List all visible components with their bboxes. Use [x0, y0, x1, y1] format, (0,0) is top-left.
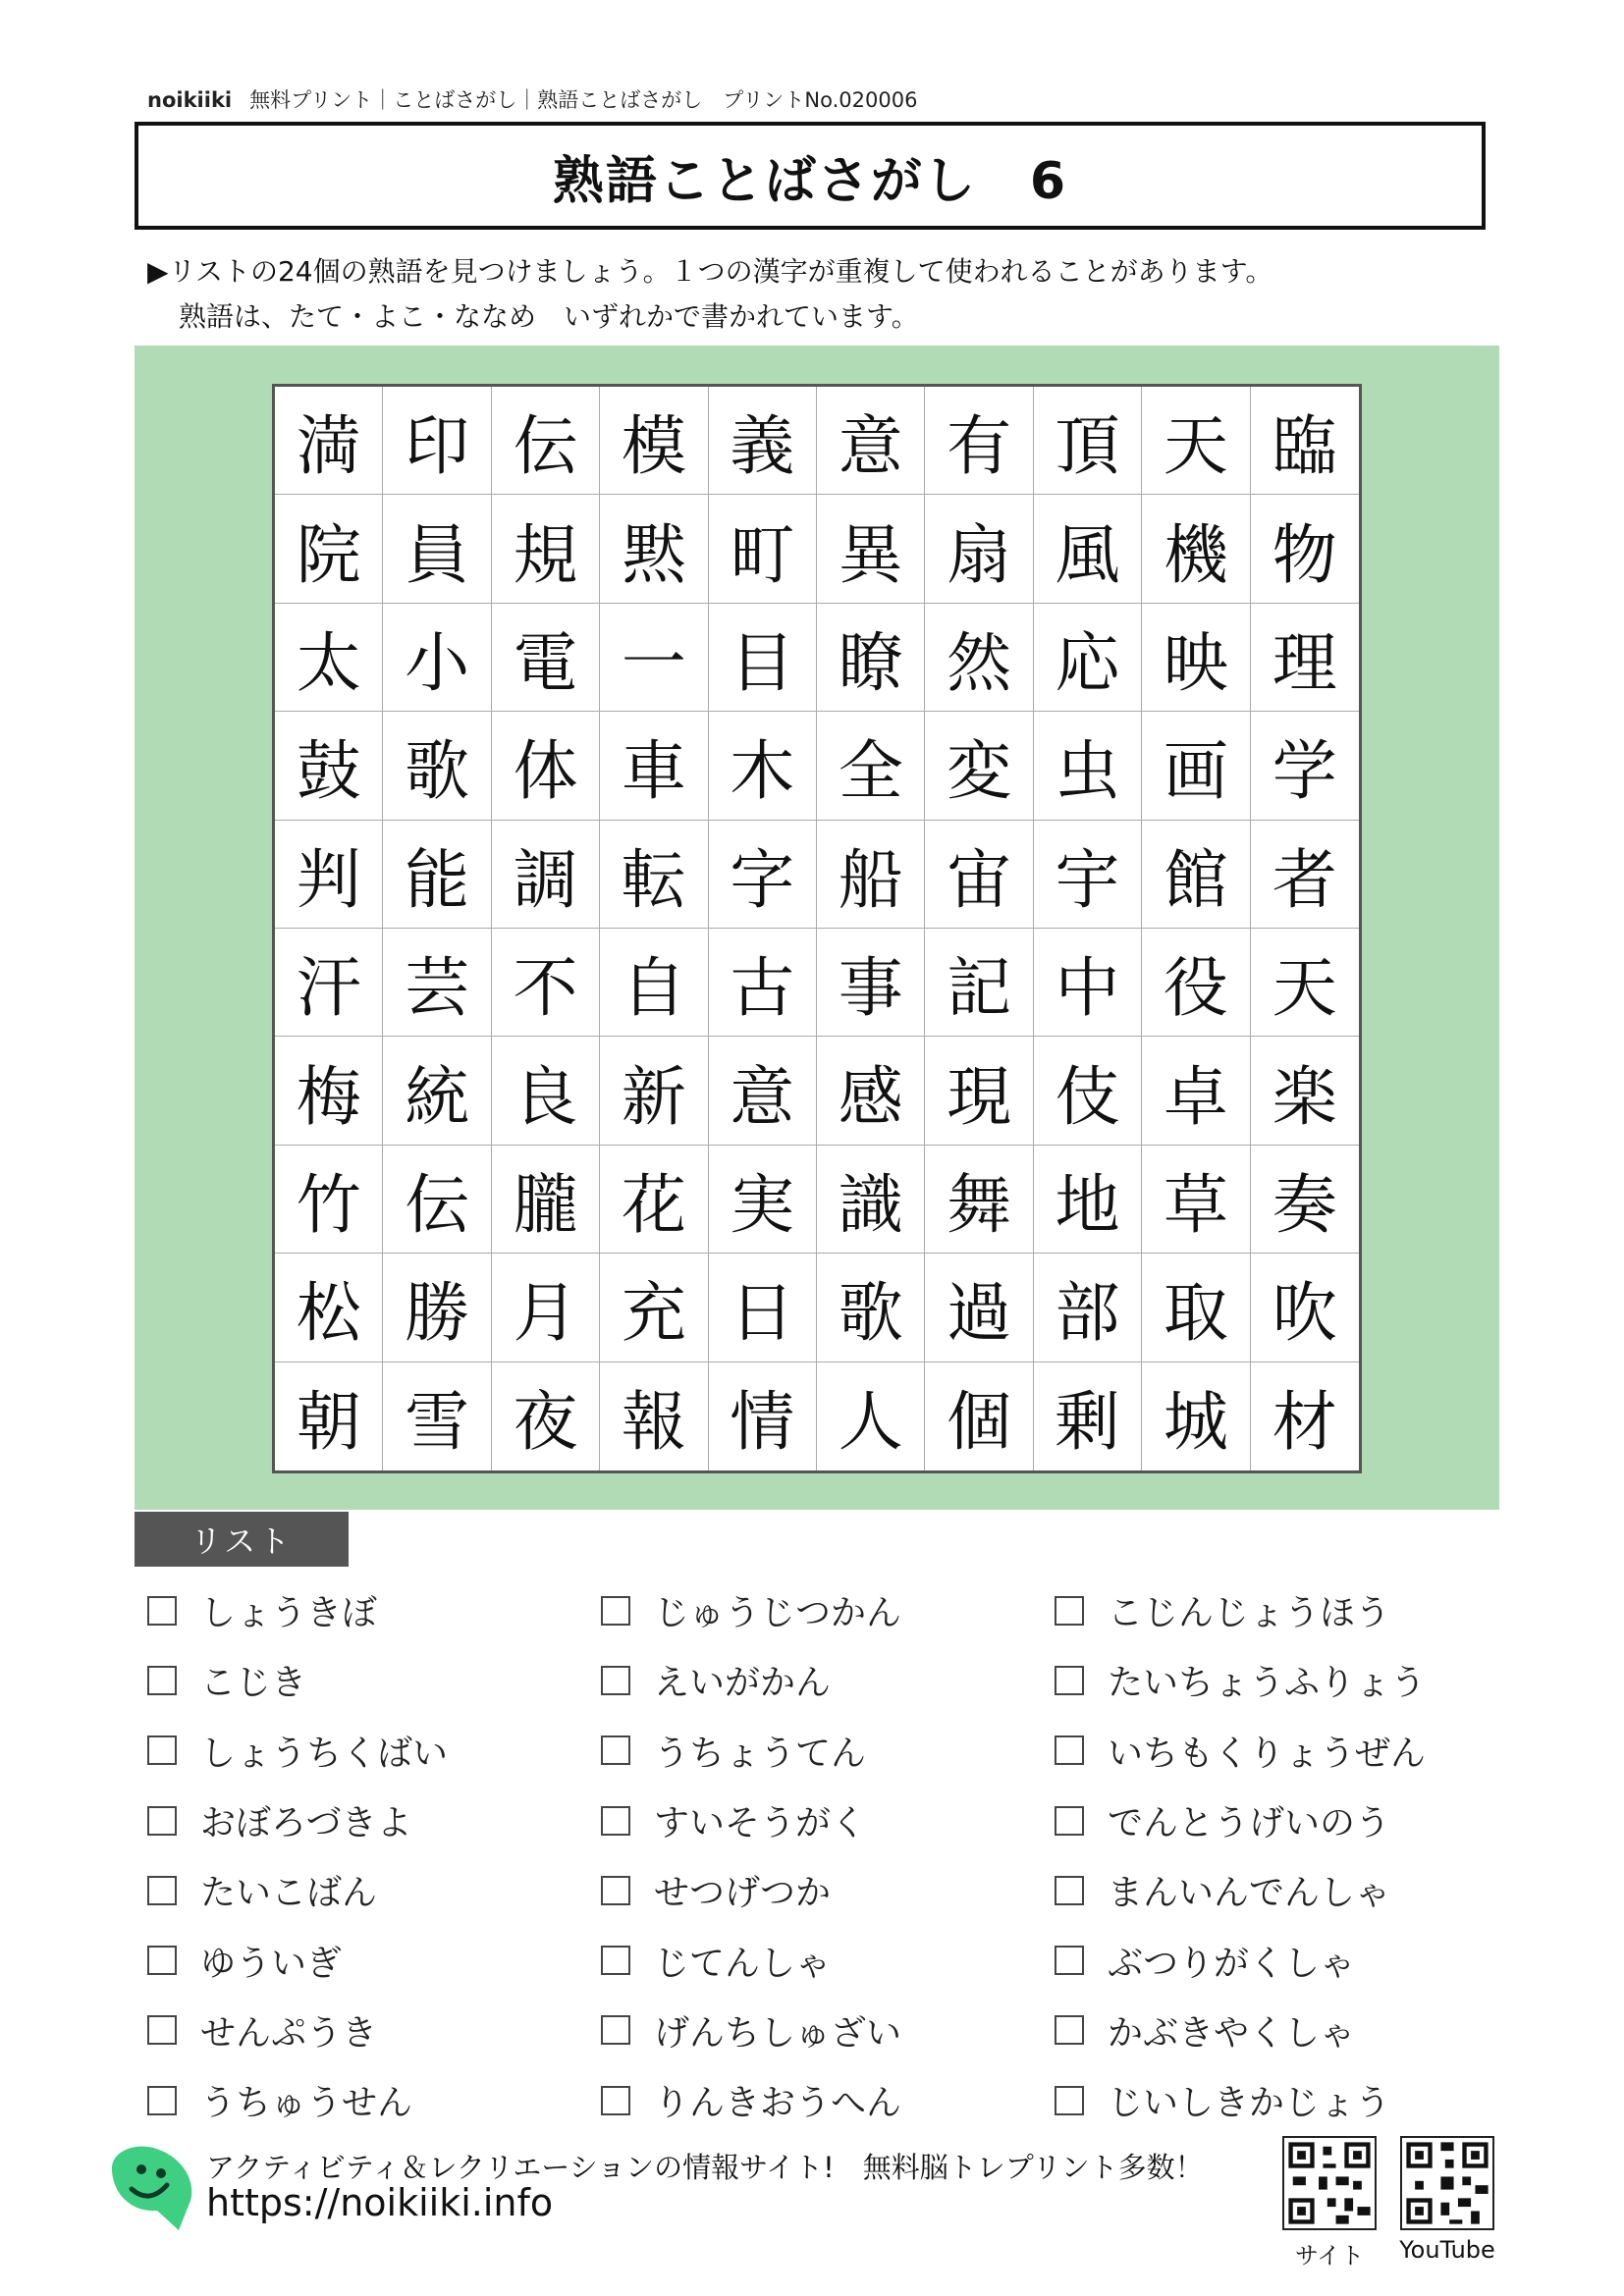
- list-item: [601, 1645, 1055, 1715]
- grid-cell[interactable]: 統: [383, 1037, 491, 1145]
- word-list: [147, 1575, 1502, 2135]
- grid-cell[interactable]: 然: [925, 604, 1033, 712]
- grid-cell[interactable]: 宇: [1034, 821, 1142, 929]
- grid-cell[interactable]: 松: [275, 1254, 383, 1362]
- checkbox[interactable]: [1055, 1735, 1084, 1765]
- list-item: [601, 1996, 1055, 2065]
- grid-cell[interactable]: 木: [709, 712, 817, 820]
- grid-cell[interactable]: 汗: [275, 929, 383, 1037]
- grid-cell[interactable]: 電: [492, 604, 600, 712]
- list-item-label: たいこばん: [200, 1873, 378, 1914]
- grid-cell[interactable]: 剰: [1034, 1362, 1142, 1470]
- grid-cell[interactable]: 材: [1272, 1384, 1337, 1461]
- grid-cell[interactable]: 伎: [1034, 1037, 1142, 1145]
- grid-cell[interactable]: 変: [925, 712, 1033, 820]
- grid-cell[interactable]: 不: [492, 929, 600, 1037]
- checkbox[interactable]: [147, 1946, 177, 1975]
- checkbox[interactable]: [1055, 1666, 1084, 1695]
- footer-url-link[interactable]: https://noikiiki.info: [206, 2181, 554, 2224]
- checkbox[interactable]: [601, 1596, 630, 1626]
- list-item-label: うちょうてん: [654, 1733, 867, 1774]
- grid-cell[interactable]: 花: [600, 1146, 708, 1254]
- grid-cell[interactable]: 判: [275, 821, 383, 929]
- list-item-label: おぼろづきよ: [200, 1803, 412, 1844]
- smiley-mascot-icon: [102, 2140, 200, 2238]
- list-item-label: じいしきかじょう: [1108, 2083, 1391, 2124]
- grid-cell[interactable]: 調: [492, 821, 600, 929]
- list-header: リスト: [135, 1512, 349, 1567]
- grid-cell[interactable]: 城: [1142, 1362, 1250, 1470]
- grid-cell[interactable]: 舞: [925, 1146, 1033, 1254]
- grid-cell[interactable]: 伝: [383, 1146, 491, 1254]
- grid-cell[interactable]: 転: [600, 821, 708, 929]
- grid-cell[interactable]: 員: [383, 495, 491, 603]
- grid-cell[interactable]: 伝: [492, 387, 600, 495]
- checkbox[interactable]: [147, 1666, 177, 1695]
- grid-cell[interactable]: 奏: [1251, 1146, 1359, 1254]
- checkbox[interactable]: [147, 2015, 177, 2045]
- grid-cell[interactable]: 機: [1142, 495, 1250, 603]
- grid-cell[interactable]: 梅: [275, 1037, 383, 1145]
- footer-tagline: アクティビティ＆レクリエーションの情報サイト! 無料脳トレプリント多数！: [206, 2151, 1204, 2184]
- grid-cell[interactable]: 天: [1251, 929, 1359, 1037]
- list-item-label: たいちょうふりょう: [1108, 1663, 1427, 1704]
- grid-cell[interactable]: 楽: [1251, 1037, 1359, 1145]
- grid-cell[interactable]: 報: [600, 1362, 708, 1470]
- grid-cell[interactable]: 宙: [925, 821, 1033, 929]
- grid-cell[interactable]: 黙: [600, 495, 708, 603]
- grid-cell[interactable]: 現: [925, 1037, 1033, 1145]
- grid-cell[interactable]: 個: [925, 1362, 1033, 1470]
- grid-cell[interactable]: 朝: [275, 1362, 383, 1470]
- grid-cell[interactable]: 車: [600, 712, 708, 820]
- list-item-label: しょうちくばい: [200, 1733, 449, 1774]
- list-item-label: じてんしゃ: [654, 1943, 832, 1984]
- list-item-label: かぶきやくしゃ: [1108, 2012, 1356, 2054]
- grid-cell[interactable]: 新: [600, 1037, 708, 1145]
- list-item: [147, 1786, 601, 1855]
- grid-cell[interactable]: 異: [817, 495, 925, 603]
- checkbox[interactable]: [1055, 1596, 1084, 1626]
- word-search-grid: [272, 384, 1362, 1473]
- grid-cell[interactable]: 歌: [383, 712, 491, 820]
- list-item-label: ぶつりがくしゃ: [1108, 1943, 1356, 1984]
- grid-cell[interactable]: 月: [492, 1254, 600, 1362]
- grid-cell[interactable]: 吹: [1251, 1254, 1359, 1362]
- qr-youtube-label: YouTube: [1399, 2236, 1495, 2264]
- grid-cell[interactable]: 夜: [492, 1362, 600, 1470]
- checkbox[interactable]: [1055, 1946, 1084, 1975]
- grid-cell[interactable]: 日: [709, 1254, 817, 1362]
- grid-cell[interactable]: 理: [1251, 604, 1359, 712]
- list-item: [1055, 1925, 1508, 1995]
- title-box: [135, 122, 1486, 230]
- grid-cell[interactable]: 風: [1034, 495, 1142, 603]
- list-item: [147, 1925, 601, 1995]
- list-item-label: ゆういぎ: [200, 1943, 343, 1984]
- grid-cell[interactable]: 卓: [1142, 1037, 1250, 1145]
- grid-cell[interactable]: 物: [1251, 495, 1359, 603]
- list-item: [601, 1925, 1055, 1995]
- grid-cell[interactable]: 義: [709, 387, 817, 495]
- list-item-label: こじんじょうほう: [1108, 1593, 1391, 1634]
- list-item-label: こじき: [200, 1663, 307, 1704]
- list-item: [147, 1996, 601, 2065]
- grid-cell[interactable]: 雪: [383, 1362, 491, 1470]
- grid-cell[interactable]: 草: [1142, 1146, 1250, 1254]
- list-item-label: しょうきぼ: [200, 1593, 378, 1634]
- grid-cell[interactable]: 目: [709, 604, 817, 712]
- grid-cell[interactable]: 画: [1142, 712, 1250, 820]
- grid-cell[interactable]: 良: [492, 1037, 600, 1145]
- grid-cell[interactable]: 鼓: [275, 712, 383, 820]
- list-item: [1055, 1716, 1508, 1786]
- grid-cell[interactable]: 頂: [1034, 387, 1142, 495]
- list-item: [1055, 1855, 1508, 1925]
- grid-cell[interactable]: 朧: [492, 1146, 600, 1254]
- qr-code-youtube-icon[interactable]: [1400, 2136, 1494, 2230]
- list-item: [601, 1855, 1055, 1925]
- list-item-label: うちゅうせん: [200, 2083, 413, 2124]
- grid-cell[interactable]: 取: [1142, 1254, 1250, 1362]
- list-item-label: でんとうげいのう: [1108, 1803, 1391, 1844]
- grid-cell[interactable]: 人: [817, 1362, 925, 1470]
- grid-cell[interactable]: 体: [492, 712, 600, 820]
- grid-cell[interactable]: 瞭: [817, 604, 925, 712]
- grid-cell[interactable]: 模: [600, 387, 708, 495]
- list-item-label: じゅうじつかん: [654, 1593, 902, 1634]
- list-item: [601, 1786, 1055, 1855]
- grid-cell[interactable]: 船: [817, 821, 925, 929]
- checkbox[interactable]: [601, 2015, 630, 2045]
- grid-cell[interactable]: 充: [600, 1254, 708, 1362]
- grid-cell[interactable]: 印: [383, 387, 491, 495]
- checkbox[interactable]: [1055, 1876, 1084, 1905]
- list-item-label: えいがかん: [654, 1663, 832, 1704]
- grid-cell[interactable]: 虫: [1034, 712, 1142, 820]
- checkbox[interactable]: [601, 1735, 630, 1765]
- checkbox[interactable]: [601, 1946, 630, 1975]
- checkbox[interactable]: [601, 1666, 630, 1695]
- list-item-label: せつげつか: [654, 1873, 832, 1914]
- grid-cell[interactable]: 全: [817, 712, 925, 820]
- grid-cell[interactable]: 芸: [383, 929, 491, 1037]
- grid-cell[interactable]: 実: [709, 1146, 817, 1254]
- checkbox[interactable]: [601, 1806, 630, 1836]
- page-title: 熟語ことばさがし 6: [552, 151, 1068, 211]
- list-item: [147, 1645, 601, 1715]
- grid-cell[interactable]: 部: [1034, 1254, 1142, 1362]
- grid-cell[interactable]: 意: [817, 387, 925, 495]
- list-item: [601, 2065, 1055, 2135]
- checkbox[interactable]: [1055, 2015, 1084, 2045]
- checkbox[interactable]: [147, 1735, 177, 1765]
- grid-cell[interactable]: 応: [1034, 604, 1142, 712]
- checkbox[interactable]: [1055, 1806, 1084, 1836]
- checkbox[interactable]: [1055, 2086, 1084, 2115]
- instructions-line-2: 熟語は、たて・よこ・ななめ いずれかで書かれています。: [179, 300, 919, 333]
- checkbox[interactable]: [147, 1596, 177, 1626]
- instructions-line-1: ▶リストの24個の熟語を見つけましょう。１つの漢字が重複して使われることがあります。: [147, 255, 1273, 288]
- grid-cell[interactable]: 映: [1142, 604, 1250, 712]
- list-item: [1055, 2065, 1508, 2135]
- grid-cell[interactable]: 意: [709, 1037, 817, 1145]
- checkbox[interactable]: [601, 1876, 630, 1905]
- grid-cell[interactable]: 字: [709, 821, 817, 929]
- grid-cell[interactable]: 中: [1034, 929, 1142, 1037]
- grid-cell[interactable]: 自: [600, 929, 708, 1037]
- grid-cell[interactable]: 竹: [275, 1146, 383, 1254]
- grid-cell[interactable]: 満: [275, 387, 383, 495]
- list-item-label: りんきおうへん: [654, 2083, 902, 2124]
- breadcrumb: [147, 84, 917, 114]
- breadcrumb-path: 無料プリント｜ことばさがし｜熟語ことばさがし プリントNo.020006: [249, 88, 918, 112]
- grid-cell[interactable]: 地: [1034, 1146, 1142, 1254]
- grid-cell[interactable]: 学: [1251, 712, 1359, 820]
- grid-cell[interactable]: 規: [492, 495, 600, 603]
- grid-cell[interactable]: 歌: [817, 1254, 925, 1362]
- list-item-label: まんいんでんしゃ: [1108, 1873, 1391, 1914]
- grid-cell[interactable]: 識: [817, 1146, 925, 1254]
- checkbox[interactable]: [147, 2086, 177, 2115]
- grid-cell[interactable]: 感: [817, 1037, 925, 1145]
- brand-name: noikiiki: [147, 88, 233, 112]
- list-item: [147, 1855, 601, 1925]
- grid-cell[interactable]: 天: [1142, 387, 1250, 495]
- list-item: [1055, 1575, 1508, 1645]
- grid-cell[interactable]: 臨: [1251, 387, 1359, 495]
- grid-cell[interactable]: 情: [709, 1362, 817, 1470]
- grid-cell[interactable]: 扇: [925, 495, 1033, 603]
- grid-cell[interactable]: 小: [383, 604, 491, 712]
- grid-cell[interactable]: 一: [600, 604, 708, 712]
- grid-cell[interactable]: 勝: [383, 1254, 491, 1362]
- grid-cell[interactable]: 有: [925, 387, 1033, 495]
- grid-cell[interactable]: 役: [1142, 929, 1250, 1037]
- grid-cell[interactable]: 記: [925, 929, 1033, 1037]
- list-item: [147, 1716, 601, 1786]
- list-item: [1055, 1786, 1508, 1855]
- list-item: [1055, 1996, 1508, 2065]
- grid-cell[interactable]: 者: [1251, 821, 1359, 929]
- checkbox[interactable]: [601, 2086, 630, 2115]
- checkbox[interactable]: [147, 1806, 177, 1836]
- grid-cell[interactable]: 太: [275, 604, 383, 712]
- list-item: [147, 1575, 601, 1645]
- grid-cell[interactable]: 古: [709, 929, 817, 1037]
- list-item-label: すいそうがく: [654, 1803, 867, 1844]
- list-item: [601, 1716, 1055, 1786]
- list-item: [147, 2065, 601, 2135]
- grid-cell[interactable]: 館: [1142, 821, 1250, 929]
- list-item-label: せんぷうき: [200, 2012, 378, 2054]
- grid-cell[interactable]: 事: [817, 929, 925, 1037]
- grid-cell[interactable]: 過: [925, 1254, 1033, 1362]
- list-item-label: いちもくりょうぜん: [1108, 1733, 1427, 1774]
- grid-cell[interactable]: 町: [709, 495, 817, 603]
- list-item-label: げんちしゅざい: [654, 2012, 902, 2054]
- grid-cell[interactable]: 能: [383, 821, 491, 929]
- list-item: [1055, 1645, 1508, 1715]
- list-item: [601, 1575, 1055, 1645]
- instructions: [147, 249, 1272, 340]
- grid-cell[interactable]: 院: [275, 495, 383, 603]
- checkbox[interactable]: [147, 1876, 177, 1905]
- qr-code-site-icon[interactable]: [1282, 2136, 1377, 2230]
- qr-site-label: サイト: [1294, 2242, 1365, 2269]
